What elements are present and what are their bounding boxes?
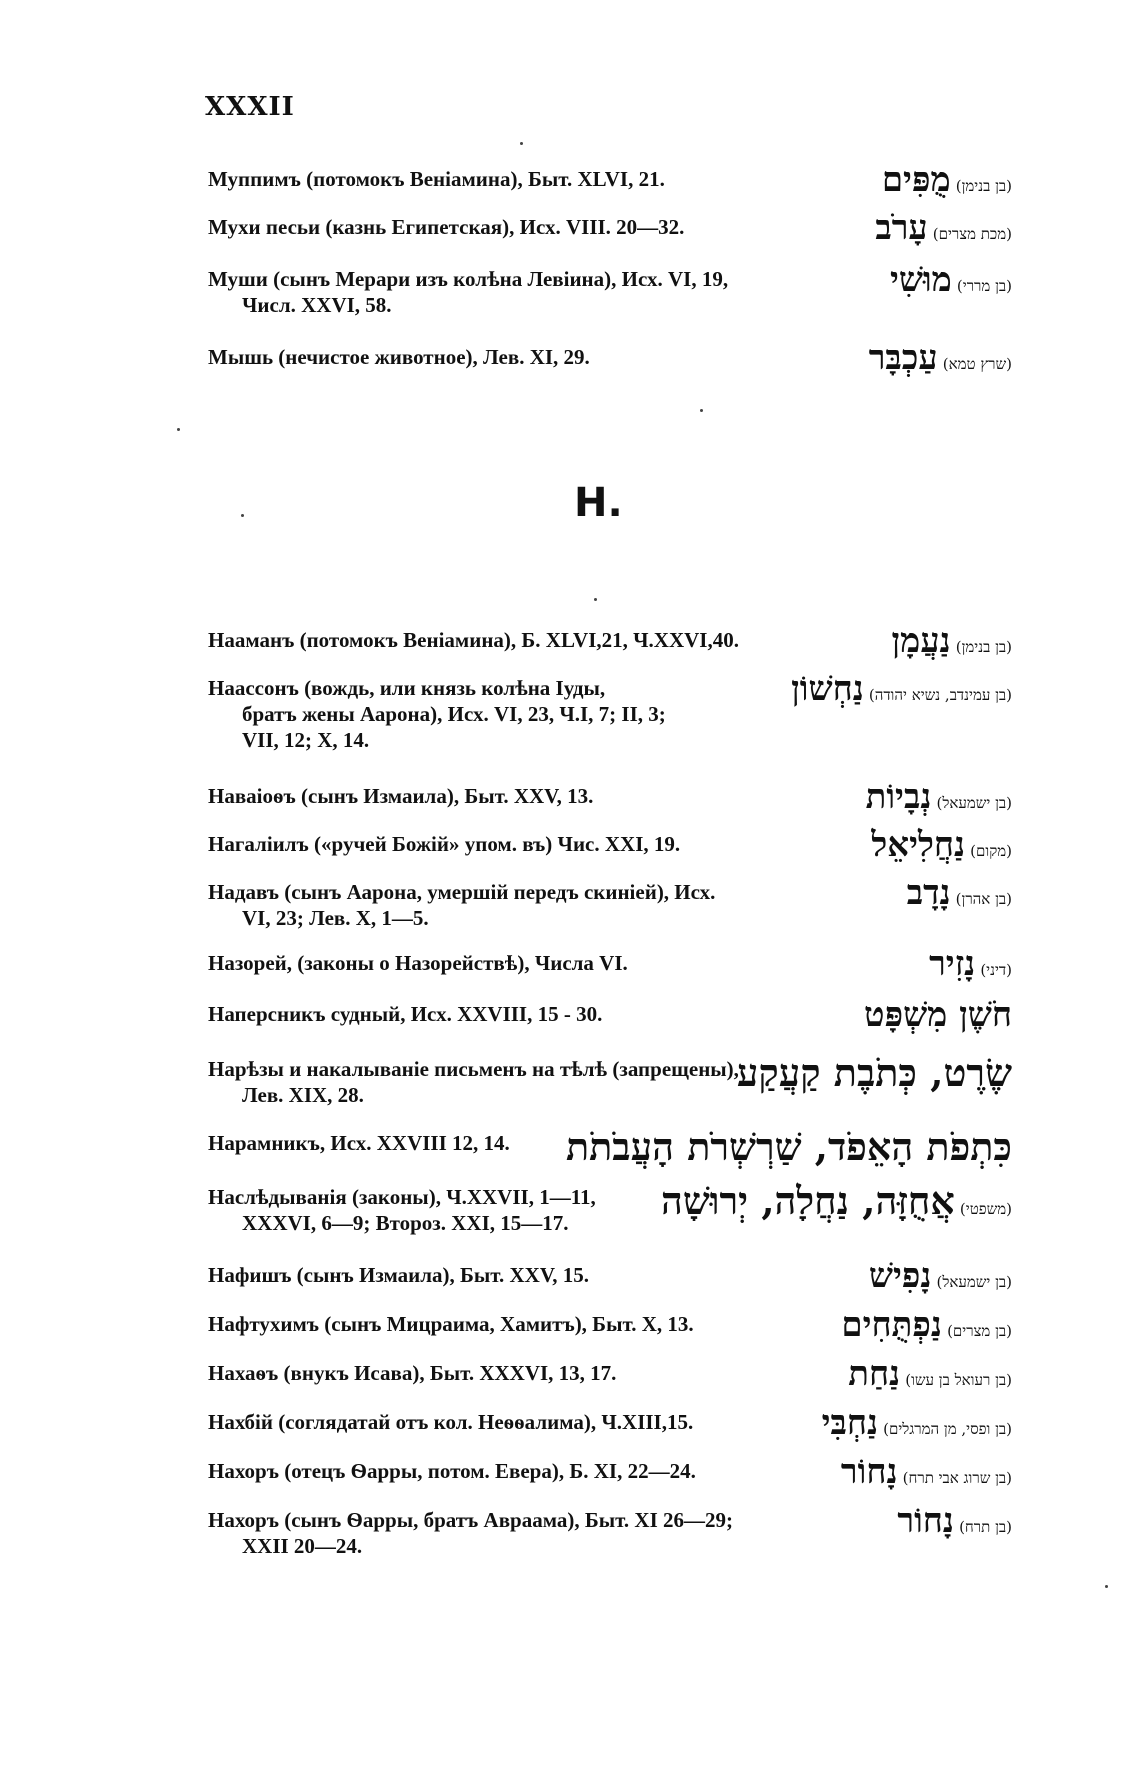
hebrew-term [864, 995, 1012, 1035]
index-entry [208, 1403, 1012, 1443]
hebrew-term [890, 260, 1012, 300]
entry-continuation: XXII 20—24. [242, 1534, 363, 1558]
hebrew-word: עַכְבָּר [868, 338, 938, 378]
entry-continuation: VI, 23; Лев. X, 1—5. [242, 906, 429, 930]
index-entry [208, 1305, 1012, 1345]
entry-line: Наассонъ (вождь, или князь колѣна Іуды, [208, 676, 606, 700]
hebrew-term [907, 873, 1012, 913]
hebrew-note: (בן ישמעאל) [936, 794, 1012, 812]
hebrew-term [929, 944, 1012, 984]
entry-text: Нафишъ (сынъ Измаила), Быт. XXV, 15. [208, 1263, 590, 1287]
index-entry [208, 160, 1012, 200]
entry-text [208, 1507, 808, 1559]
entry-text: Нафтухимъ (сынъ Мицраима, Хамитъ), Быт. X, 13. [208, 1312, 694, 1336]
scan-speck [594, 598, 597, 601]
hebrew-word: מֻפִּים [881, 160, 951, 200]
hebrew-term [822, 1403, 1012, 1443]
hebrew-word: נַפְתֻּחִים [841, 1305, 942, 1345]
hebrew-term [841, 1305, 1012, 1345]
entry-line: Наслѣдыванія (законы), Ч.XXVII, 1—11, [208, 1185, 596, 1209]
hebrew-term [566, 1124, 1012, 1170]
entry-continuation: братъ жены Аарона), Исх. VI, 23, Ч.I, 7; II, 3; VII, 12; X, 14. [242, 702, 666, 752]
hebrew-word: אֲחֻזָּה, נַחֲלָה, יְרוּשָׁה [660, 1178, 955, 1223]
entry-text: Мухи песьи (казнь Египетская), Исх. VIII. 20—32. [208, 215, 685, 239]
section-letter: Н. [574, 480, 623, 526]
index-entry [208, 621, 1012, 661]
index-entry [208, 825, 1012, 865]
entry-continuation: Числ. XXVI, 58. [242, 293, 392, 317]
hebrew-note: (בן בנימן) [955, 177, 1012, 195]
hebrew-word: נָחוֹר [897, 1501, 954, 1541]
entry-text: Наваіоѳъ (сынъ Измаила), Быт. XXV, 13. [208, 784, 594, 808]
index-entry [208, 1501, 1012, 1559]
hebrew-term [841, 1452, 1012, 1492]
hebrew-note: (בן ופסי, מן המרגלים) [883, 1420, 1012, 1438]
hebrew-word: מוּשִׁי [889, 260, 952, 300]
hebrew-note: (בן רעואל בן עשו) [905, 1371, 1012, 1389]
hebrew-term [869, 1256, 1012, 1296]
hebrew-term [848, 1354, 1012, 1394]
hebrew-note: (בן עמינדב, נשיא יהודה) [868, 686, 1012, 704]
index-entry [208, 1050, 1012, 1108]
entry-text: Наперсникъ судный, Исх. XXVIII, 15 - 30. [208, 1002, 603, 1026]
entry-text: Мышь (нечистое животное), Лев. XI, 29. [208, 345, 590, 369]
scan-speck [1105, 1585, 1108, 1588]
entry-line: Муши (сынъ Мерари изъ колѣна Левіина), Исх. VI, 19, [208, 267, 729, 291]
hebrew-word: עָרֹב [875, 208, 928, 248]
entry-line: Надавъ (сынъ Аарона, умершій передъ скиніей), Исх. [208, 880, 716, 904]
hebrew-note: (בן מצרים) [947, 1322, 1012, 1340]
hebrew-word: שֶׂרֶט, כְּתֹבֶת קַעֲקַע [736, 1050, 1012, 1095]
index-entry [208, 1452, 1012, 1492]
hebrew-term [661, 1178, 1012, 1224]
entry-text: Муппимъ (потомокъ Веніамина), Быт. XLVI, 21. [208, 167, 665, 191]
hebrew-word: נַחַת [848, 1354, 901, 1394]
hebrew-term [866, 777, 1012, 817]
entry-text: Назорей, (законы о Назорействѣ), Числа VI. [208, 951, 628, 975]
index-entry [208, 669, 1012, 753]
hebrew-note: (מקום) [970, 842, 1012, 860]
index-entry [208, 1354, 1012, 1394]
index-entry [208, 338, 1012, 378]
hebrew-term [892, 621, 1013, 661]
entry-continuation: XXXVI, 6—9; Второз. XXI, 15—17. [242, 1211, 569, 1235]
hebrew-word: נָפִישׁ [868, 1256, 932, 1296]
index-entry [208, 995, 1012, 1035]
index-entry [208, 208, 1012, 248]
entry-text [208, 1184, 648, 1236]
hebrew-note: (מכת מצרים) [932, 225, 1012, 243]
entry-text: Нахаѳъ (внукъ Исава), Быт. XXXVI, 13, 17. [208, 1361, 617, 1385]
index-entry [208, 1124, 1012, 1169]
hebrew-term [882, 160, 1012, 200]
scan-speck [177, 428, 180, 431]
scan-speck [700, 409, 703, 412]
scan-speck [241, 514, 244, 517]
hebrew-word: נָזִיר [929, 944, 976, 984]
hebrew-note: (דיני) [980, 961, 1012, 979]
hebrew-term [737, 1050, 1012, 1096]
hebrew-word: חֹשֶׁן מִשְׁפָּט [864, 995, 1012, 1035]
hebrew-term [875, 208, 1012, 248]
hebrew-note: (בן אהרן) [955, 890, 1012, 908]
hebrew-term [871, 825, 1012, 865]
hebrew-note: (בן מררי) [956, 277, 1012, 295]
entry-text: Нахоръ (отецъ Ѳарры, потом. Евера), Б. XI, 22—24. [208, 1459, 696, 1483]
index-entry [208, 944, 1012, 984]
entry-text [208, 1056, 808, 1108]
hebrew-note: (שרץ טמא) [942, 355, 1012, 373]
hebrew-note: (משפטי) [959, 1200, 1012, 1218]
hebrew-word: נַחֲלִיאֵל [871, 825, 966, 865]
index-entry [208, 1178, 1012, 1236]
entry-text [208, 675, 678, 753]
entry-text [208, 879, 808, 931]
index-entry [208, 260, 1012, 318]
hebrew-note: (בן ישמעאל) [936, 1273, 1012, 1291]
hebrew-term [897, 1501, 1012, 1541]
index-entry [208, 1256, 1012, 1296]
hebrew-term [791, 669, 1012, 709]
page-number: XXXII [205, 92, 295, 122]
hebrew-note: (בן בנימן) [955, 638, 1012, 656]
entry-text: Нарамникъ, Исх. XXVIII 12, 14. [208, 1131, 510, 1155]
hebrew-note: (בן שרוג אבי תרח) [902, 1469, 1012, 1487]
entry-text: Нагаліилъ («ручей Божій» упом. въ) Чис. XXI, 19. [208, 832, 681, 856]
hebrew-note: (בן תרח) [959, 1518, 1012, 1536]
index-entry [208, 873, 1012, 931]
entry-text [208, 266, 808, 318]
entry-text: Нахбій (соглядатай отъ кол. Неѳѳалима), Ч.XIII,15. [208, 1410, 694, 1434]
hebrew-word: כִּתְפֹת הָאֵפֹד, שַׁרְשְׁרֹת הָעֲבֹתֹת [565, 1124, 1012, 1169]
index-entry [208, 777, 1012, 817]
hebrew-term [869, 338, 1012, 378]
hebrew-word: נָחוֹר [840, 1452, 898, 1492]
entry-text: Нааманъ (потомокъ Веніамина), Б. XLVI,21, Ч.XXVI,40. [208, 628, 739, 652]
entry-line: Нахоръ (сынъ Ѳарры, братъ Авраама), Быт. XI 26—29; [208, 1508, 733, 1532]
hebrew-word: נְבָיוֹת [865, 777, 932, 817]
entry-line: Нарѣзы и накалываніе письменъ на тѣлѣ (запрещены), [208, 1057, 739, 1081]
hebrew-word: נַחְבִּי [821, 1403, 879, 1443]
hebrew-word: נָדָב [906, 873, 951, 913]
entry-continuation: Лев. XIX, 28. [242, 1083, 364, 1107]
scan-speck [520, 142, 523, 145]
hebrew-word: נַעֲמָן [891, 621, 951, 661]
hebrew-word: נַחְשׁוֹן [791, 669, 864, 709]
